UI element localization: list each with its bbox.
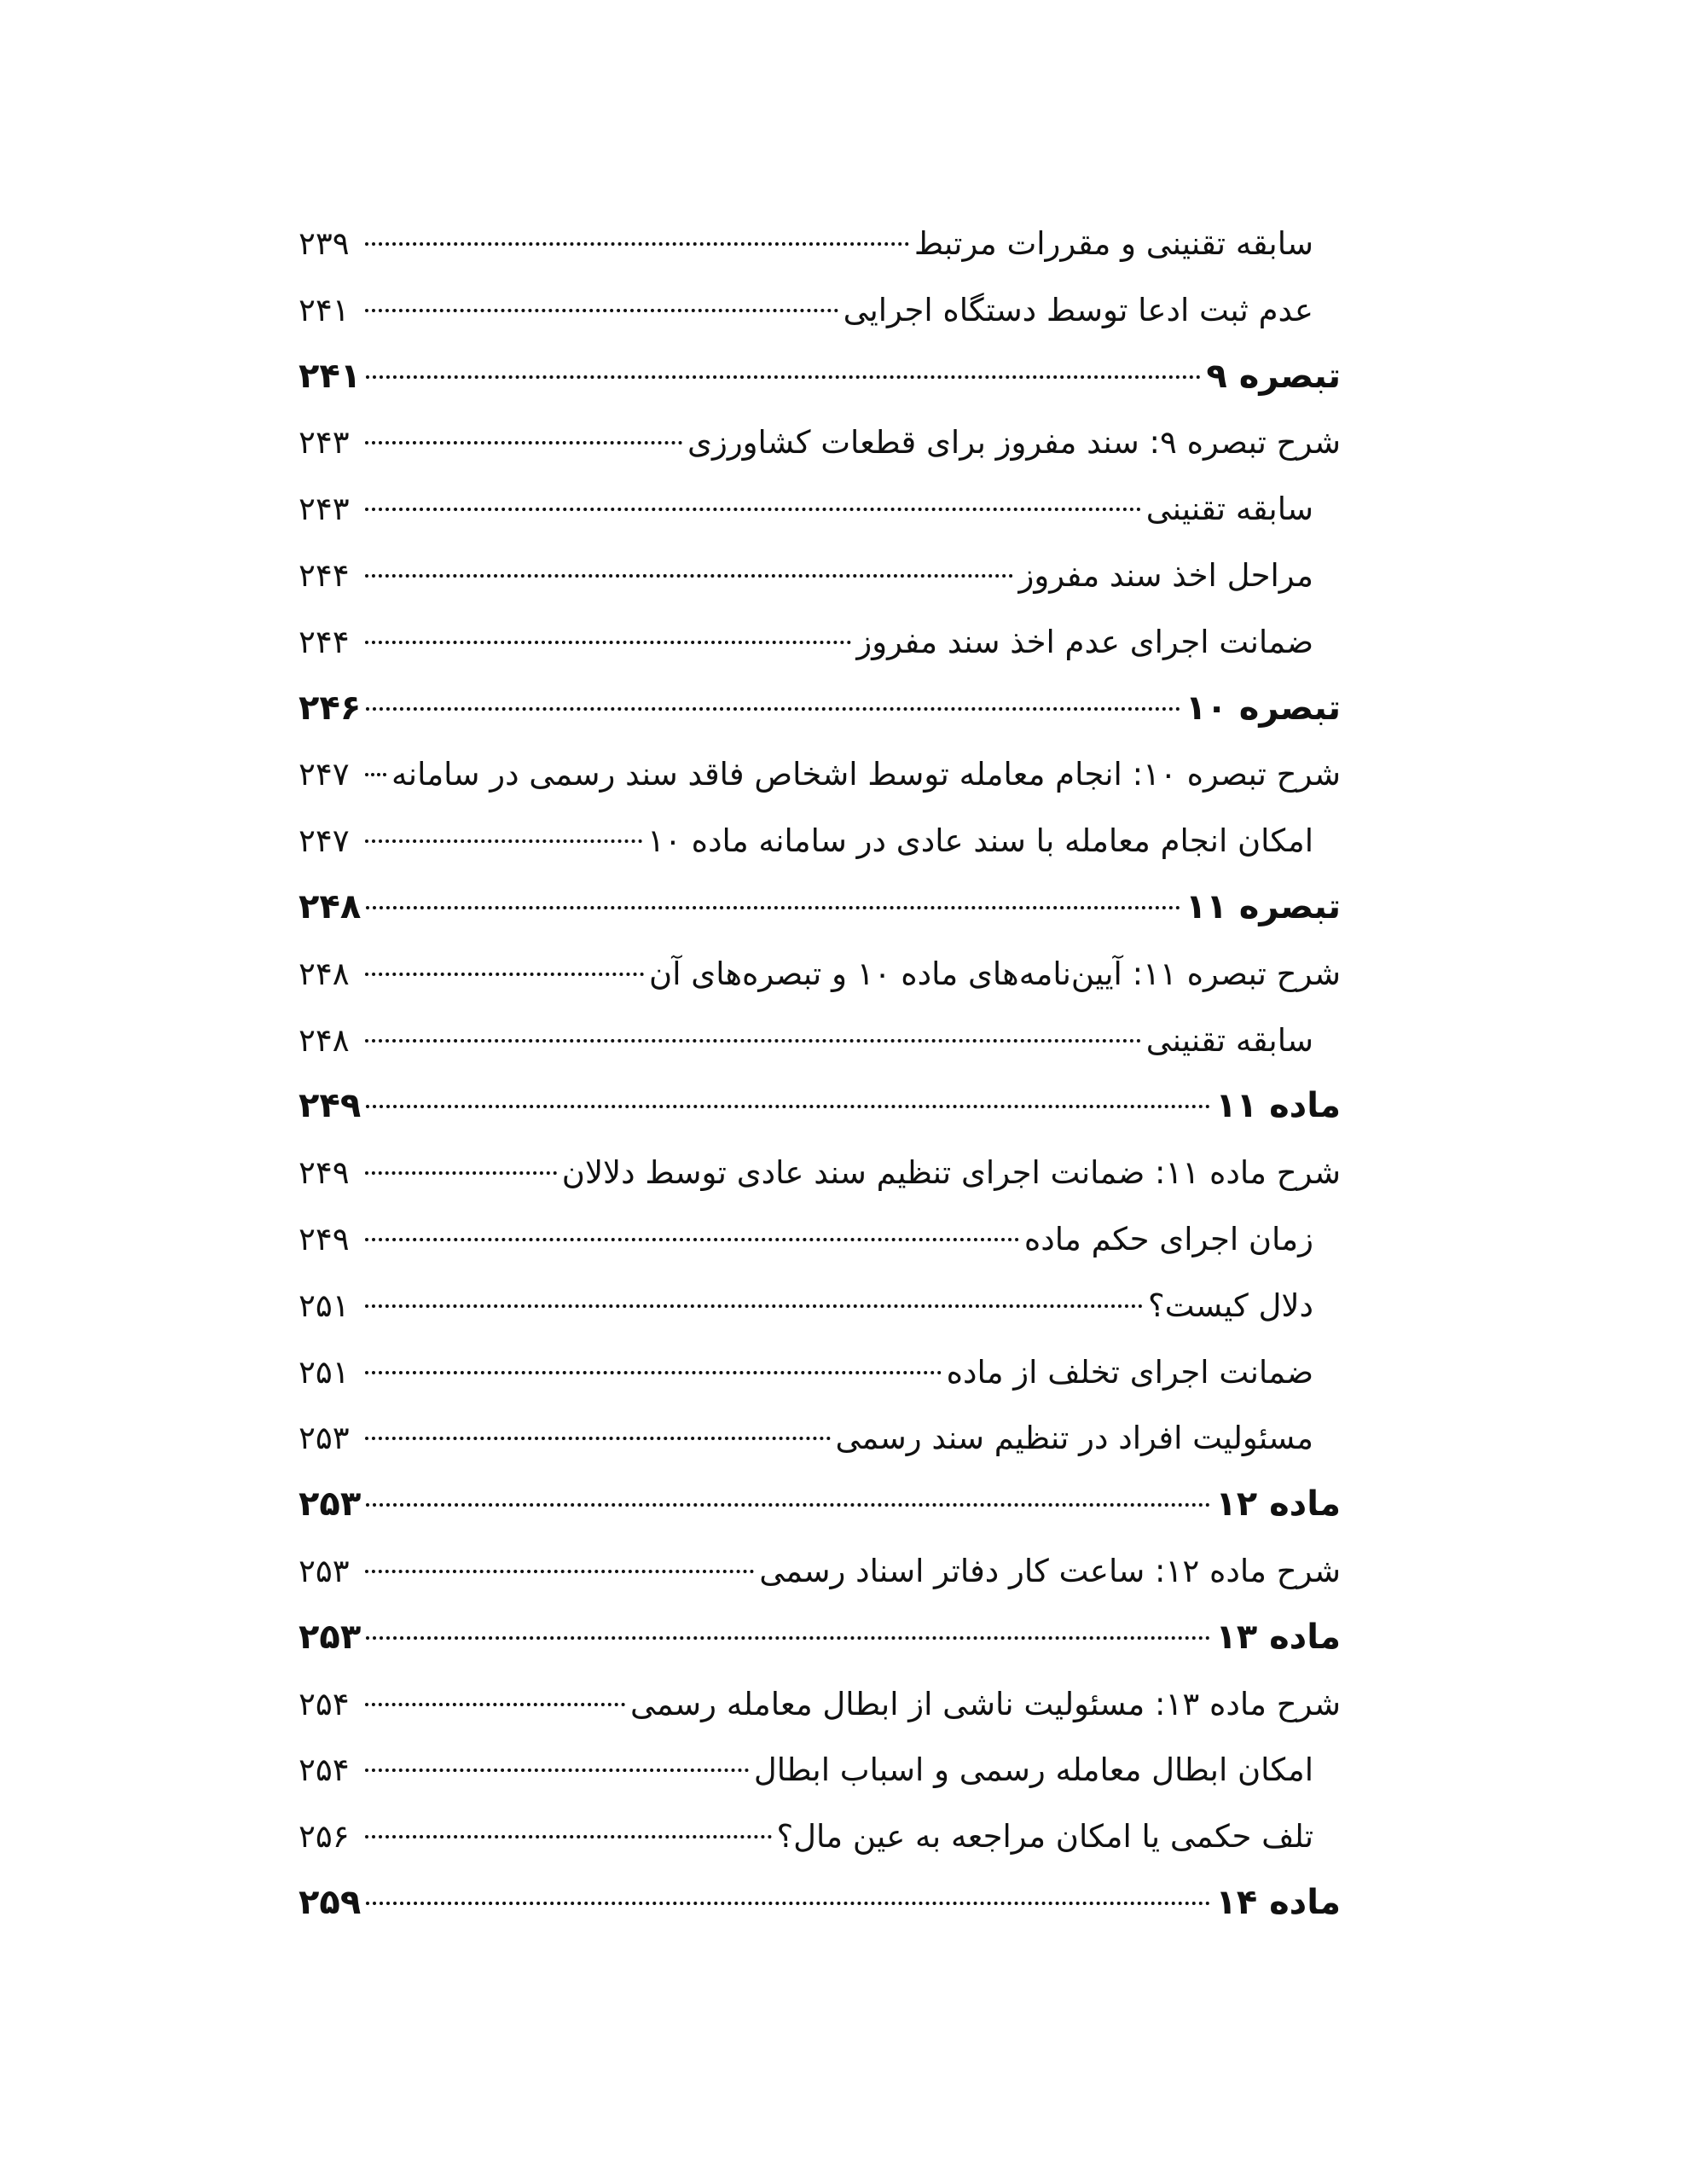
toc-entry (299, 1273, 1341, 1339)
toc-entry-title: شرح ماده ۱۱: ضمانت اجرای تنظیم سند عادی توسط دلالان (561, 1154, 1341, 1192)
toc-entry-title: دلال کیست؟ (1148, 1287, 1313, 1324)
dot-leader (366, 1503, 1210, 1507)
toc-entry-page: ۲۴۹ (299, 1154, 350, 1192)
dot-leader (365, 1304, 1143, 1308)
toc-entry-page: ۲۴۹ (299, 1220, 350, 1258)
toc-entry-page: ۲۴۱ (299, 356, 362, 396)
toc-entry (299, 1804, 1341, 1870)
toc-entry-page: ۲۴۴ (299, 556, 350, 594)
toc-entry (299, 1737, 1341, 1804)
toc-entry-page: ۲۵۳ (299, 1484, 362, 1525)
toc-entry-title: سابقه تقنینی (1145, 1021, 1313, 1059)
toc-entry-page: ۲۵۹ (299, 1882, 362, 1922)
toc-entry-title: تبصره ۹ (1206, 356, 1341, 396)
toc-entry-title: امکان ابطال معامله رسمی و اسباب ابطال (753, 1751, 1313, 1789)
toc-entry-page: ۲۴۸ (299, 1021, 350, 1059)
toc-section-heading (299, 1073, 1341, 1140)
toc-entry-page: ۲۳۹ (299, 225, 350, 262)
toc-entry-title: تبصره ۱۰ (1185, 688, 1341, 728)
dot-leader (365, 1835, 772, 1838)
toc-entry-title: عدم ثبت ادعا توسط دستگاه اجرایی (843, 291, 1313, 328)
toc-entry-page: ۲۴۳ (299, 491, 350, 528)
toc-entry (299, 941, 1341, 1008)
toc-entry-page: ۲۵۴ (299, 1685, 350, 1722)
toc-entry (299, 1140, 1341, 1206)
toc-entry-title: شرح ماده ۱۳: مسئولیت ناشی از ابطال معامله رسمی (629, 1685, 1341, 1722)
toc-entry-title: مراحل اخذ سند مفروز (1018, 556, 1313, 594)
dot-leader (365, 441, 682, 444)
dot-leader (366, 707, 1180, 711)
dot-leader (365, 973, 644, 976)
toc-entry-page: ۲۴۴ (299, 623, 350, 660)
dot-leader (365, 574, 1013, 578)
dot-leader (366, 1902, 1210, 1905)
toc-entry-title: ماده ۱۲ (1215, 1484, 1341, 1525)
toc-entry (299, 1671, 1341, 1738)
toc-entry (299, 543, 1341, 609)
dot-leader (366, 906, 1180, 909)
toc-entry-title: سابقه تقنینی (1145, 491, 1313, 528)
toc-entry (299, 277, 1341, 344)
toc-entry-title: شرح تبصره ۱۱: آیین‌نامه‌های ماده ۱۰ و تبصره‌های آن (649, 955, 1341, 992)
toc-entry (299, 609, 1341, 676)
toc-entry-title: تلف حکمی یا امکان مراجعه به عین مال؟ (776, 1818, 1313, 1856)
toc-entry-title: مسئولیت افراد در تنظیم سند رسمی (835, 1420, 1313, 1457)
dot-leader (366, 1105, 1210, 1108)
dot-leader (365, 1703, 625, 1706)
toc-entry (299, 211, 1341, 277)
dot-leader (365, 1171, 557, 1175)
toc-entry-page: ۲۵۶ (299, 1818, 350, 1856)
toc-entry-page: ۲۴۳ (299, 424, 350, 462)
dot-leader (365, 1039, 1141, 1043)
toc-entry-title: زمان اجرای حکم ماده (1023, 1220, 1313, 1258)
toc-entry-page: ۲۴۸ (299, 955, 350, 992)
dot-leader (365, 242, 909, 246)
toc-entry-title: شرح تبصره ۱۰: انجام معامله توسط اشخاص فاقد سند رسمی در سامانه (391, 756, 1341, 793)
toc-section-heading (299, 676, 1341, 742)
dot-leader (365, 1769, 749, 1772)
dot-leader (365, 508, 1141, 511)
toc-entry-title: تبصره ۱۱ (1185, 886, 1341, 926)
toc-entry-title: ماده ۱۱ (1215, 1086, 1341, 1126)
toc-section-heading (299, 1605, 1341, 1671)
toc-entry-title: ضمانت اجرای تخلف از ماده (946, 1353, 1313, 1391)
toc-entry (299, 1206, 1341, 1273)
toc-entry-page: ۲۵۳ (299, 1420, 350, 1457)
dot-leader (365, 641, 851, 644)
toc-entry-page: ۲۴۱ (299, 291, 350, 328)
dot-leader (365, 839, 642, 843)
toc-entry-page: ۲۵۴ (299, 1751, 350, 1789)
toc-entry-page: ۲۴۶ (299, 688, 362, 728)
toc-entry (299, 808, 1341, 874)
toc-entry (299, 476, 1341, 543)
toc-entry-title: ماده ۱۴ (1215, 1882, 1341, 1922)
toc-entry-page: ۲۵۱ (299, 1287, 350, 1324)
toc-entry-title: امکان انجام معامله با سند عادی در سامانه ماده ۱۰ (647, 822, 1313, 860)
toc-entry (299, 1008, 1341, 1074)
toc-section-heading (299, 874, 1341, 941)
toc-entry-title: ماده ۱۳ (1215, 1617, 1341, 1657)
toc-section-heading (299, 344, 1341, 410)
toc-entry-title: سابقه تقنینی و مقررات مرتبط (913, 225, 1313, 262)
dot-leader (365, 773, 386, 776)
table-of-contents (299, 211, 1341, 1937)
dot-leader (366, 1636, 1210, 1640)
toc-entry-page: ۲۵۳ (299, 1552, 350, 1589)
dot-leader (365, 309, 838, 312)
toc-entry-page: ۲۴۷ (299, 822, 350, 860)
toc-entry-title: شرح ماده ۱۲: ساعت کار دفاتر اسناد رسمی (759, 1552, 1341, 1589)
toc-entry-title: ضمانت اجرای عدم اخذ سند مفروز (856, 623, 1313, 660)
dot-leader (365, 1371, 942, 1374)
toc-entry (299, 1538, 1341, 1605)
toc-entry-title: شرح تبصره ۹: سند مفروز برای قطعات کشاورزی (687, 424, 1341, 462)
toc-entry-page: ۲۵۱ (299, 1353, 350, 1391)
toc-entry-page: ۲۴۸ (299, 886, 362, 926)
toc-entry (299, 410, 1341, 476)
toc-entry-page: ۲۴۹ (299, 1086, 362, 1126)
toc-entry-page: ۲۵۳ (299, 1617, 362, 1657)
dot-leader (365, 1437, 831, 1440)
toc-entry-page: ۲۴۷ (299, 756, 350, 793)
dot-leader (365, 1238, 1019, 1241)
toc-section-heading (299, 1472, 1341, 1538)
toc-entry (299, 1405, 1341, 1472)
dot-leader (365, 1570, 754, 1573)
toc-entry (299, 741, 1341, 808)
toc-entry (299, 1339, 1341, 1406)
dot-leader (366, 375, 1201, 379)
toc-section-heading (299, 1870, 1341, 1937)
